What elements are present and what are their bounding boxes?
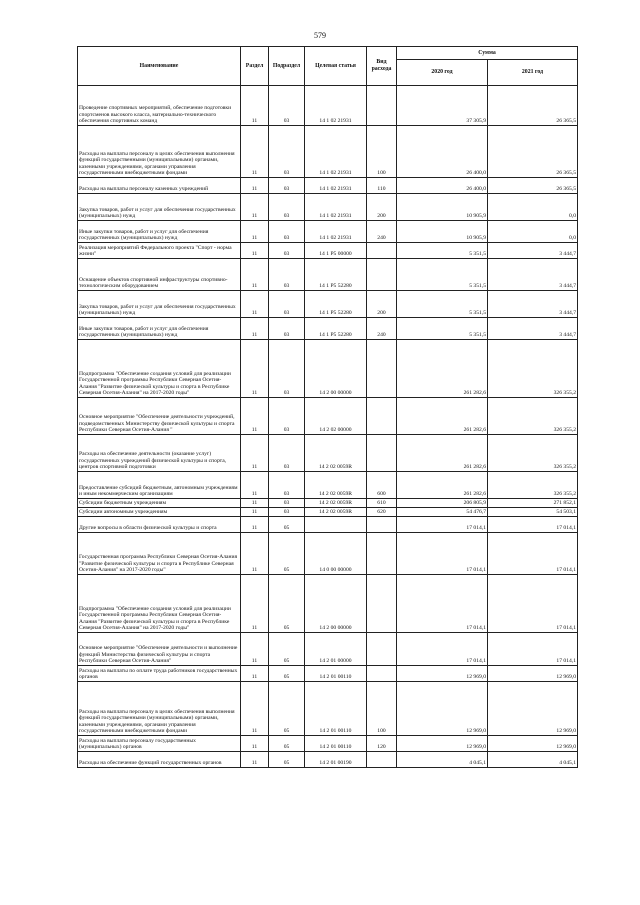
table-row [78,221,578,243]
table-row [78,752,578,768]
table-row [78,666,578,682]
row-subsection: 03 [269,178,305,194]
row-target: 14 2 02 0059R [305,499,367,508]
row-subsection: 03 [269,508,305,517]
row-expense-type: 620 [367,508,397,517]
row-section: 11 [241,86,269,126]
table-row [78,318,578,340]
row-subsection: 03 [269,472,305,499]
row-target: 14 2 01 00110 [305,736,367,752]
header-expense-type: Вид расхода [367,47,397,86]
row-section: 11 [241,533,269,575]
row-name: Расходы на обеспечение деятельности (оказание услуг) государственных учреждений физической культуры и спорта, центров спортивной подготовки [78,435,241,472]
row-expense-type: 600 [367,472,397,499]
row-subsection: 05 [269,666,305,682]
table-row [78,126,578,178]
row-target: 14 1 02 21931 [305,178,367,194]
row-sum-2020: 12 969,0 [397,666,488,682]
row-sum-2020: 37 305,9 [397,86,488,126]
header-sum: Сумма [397,47,578,60]
row-section: 11 [241,178,269,194]
row-sum-2021: 54 503,1 [488,508,578,517]
row-sum-2020: 10 905,9 [397,221,488,243]
row-target: 14 1 P5 52280 [305,259,367,291]
row-sum-2021: 12 969,0 [488,666,578,682]
row-subsection: 03 [269,243,305,259]
row-sum-2021: 12 969,0 [488,736,578,752]
row-sum-2020: 54 476,7 [397,508,488,517]
row-expense-type: 120 [367,736,397,752]
row-sum-2020: 261 282,6 [397,435,488,472]
row-sum-2021: 12 969,0 [488,682,578,736]
row-sum-2020: 26 400,0 [397,178,488,194]
row-sum-2020: 5 351,5 [397,318,488,340]
table-row [78,533,578,575]
row-name: Закупка товаров, работ и услуг для обеспечения государственных (муниципальных) нужд [78,194,241,221]
table-row [78,86,578,126]
table-row [78,340,578,398]
row-subsection: 05 [269,575,305,633]
row-sum-2020: 17 014,1 [397,533,488,575]
row-subsection: 03 [269,86,305,126]
header-year-2020: 2020 год [397,60,488,86]
row-expense-type [367,435,397,472]
row-target: 14 1 P5 52280 [305,318,367,340]
row-name: Государственная программа Республики Северная Осетия-Алания "Развитие физической культуры и спорта в Республике Северная Осетия-Алания" на 2017-2020 годы" [78,533,241,575]
header-target: Целевая статья [305,47,367,86]
row-sum-2020: 261 282,6 [397,340,488,398]
header-subsection: Подраздел [269,47,305,86]
table-header [78,47,578,86]
row-sum-2021: 326 355,2 [488,472,578,499]
row-expense-type [367,517,397,533]
row-target [305,517,367,533]
row-subsection: 03 [269,126,305,178]
row-name: Реализация мероприятий Федерального проекта "Спорт - норма жизни" [78,243,241,259]
row-subsection: 05 [269,682,305,736]
row-sum-2021: 3 444,7 [488,291,578,318]
row-sum-2020: 5 351,5 [397,259,488,291]
row-name: Расходы на выплаты персоналу в целях обеспечения выполнения функций государственными (муниципальными) органами, казенными учреждениями, органами управления государственными внебюджетными фондами [78,126,241,178]
table-row [78,633,578,666]
row-name: Основное мероприятие "Обеспечение деятельности учреждений, подведомственных Министерству физической культуры и спорта Республики Северная Осетия-Алания " [78,398,241,435]
table-row [78,291,578,318]
table-row [78,575,578,633]
row-name: Иные закупки товаров, работ и услуг для обеспечения государственных (муниципальных) нужд [78,221,241,243]
row-expense-type [367,666,397,682]
row-target: 14 1 02 21931 [305,126,367,178]
row-sum-2020: 5 351,5 [397,291,488,318]
table-row [78,259,578,291]
row-target: 14 2 00 00000 [305,575,367,633]
row-name: Субсидии автономным учреждениям [78,508,241,517]
row-expense-type: 200 [367,291,397,318]
row-expense-type [367,340,397,398]
row-sum-2021: 4 045,1 [488,752,578,768]
row-sum-2021: 0,0 [488,194,578,221]
row-subsection: 03 [269,318,305,340]
row-sum-2020: 4 045,1 [397,752,488,768]
row-subsection: 05 [269,633,305,666]
row-subsection: 03 [269,435,305,472]
row-expense-type: 100 [367,126,397,178]
row-expense-type [367,259,397,291]
row-name: Подпрограмма "Обеспечение создания условий для реализации Государственной программы Республики Северная Осетия-Алания "Развитие физической культуры и спорта в Республике Северная Осетия-Алания" на 2017-2020 годы" [78,575,241,633]
row-sum-2020: 17 014,1 [397,517,488,533]
row-section: 11 [241,221,269,243]
row-target: 14 1 02 21931 [305,86,367,126]
header-section: Раздел [241,47,269,86]
row-section: 11 [241,318,269,340]
row-target: 14 2 01 00110 [305,682,367,736]
row-sum-2020: 261 282,6 [397,472,488,499]
row-name: Расходы на выплаты персоналу казенных учреждений [78,178,241,194]
row-expense-type [367,398,397,435]
row-target: 14 1 P5 52280 [305,291,367,318]
row-target: 14 2 02 0059R [305,508,367,517]
row-expense-type [367,243,397,259]
row-name: Основное мероприятие "Обеспечение деятельности и выполнение функций Министерства физической культуры и спорта Республики Северная Осетия-Алания" [78,633,241,666]
row-sum-2020: 12 969,0 [397,682,488,736]
row-expense-type: 200 [367,194,397,221]
table-row [78,472,578,499]
row-target: 14 1 02 21931 [305,221,367,243]
row-section: 11 [241,435,269,472]
row-expense-type: 240 [367,318,397,340]
row-name: Закупка товаров, работ и услуг для обеспечения государственных (муниципальных) нужд [78,291,241,318]
row-section: 11 [241,499,269,508]
row-name: Расходы на выплаты по оплате труда работников государственных органов [78,666,241,682]
row-subsection: 03 [269,291,305,318]
table-row [78,243,578,259]
table-row [78,398,578,435]
row-sum-2021: 17 014,1 [488,517,578,533]
row-expense-type [367,752,397,768]
row-name: Расходы на выплаты персоналу в целях обеспечения выполнения функций государственными (муниципальными) органами, казенными учреждениями, органами управления государственными внебюджетными фондами [78,682,241,736]
row-subsection: 03 [269,398,305,435]
row-name: Расходы на обеспечение функций государственных органов [78,752,241,768]
row-name: Субсидии бюджетным учреждениям [78,499,241,508]
row-sum-2021: 271 852,1 [488,499,578,508]
row-section: 11 [241,508,269,517]
row-expense-type [367,575,397,633]
table-row [78,736,578,752]
header-name: Наименование [78,47,241,86]
table-row [78,517,578,533]
row-section: 11 [241,398,269,435]
row-name: Расходы на выплаты персоналу государственных (муниципальных) органов [78,736,241,752]
row-sum-2020: 261 282,6 [397,398,488,435]
row-sum-2020: 17 014,1 [397,575,488,633]
table-row [78,682,578,736]
row-sum-2021: 3 444,7 [488,259,578,291]
row-section: 11 [241,126,269,178]
row-sum-2021: 26 365,5 [488,86,578,126]
row-target: 14 2 01 00000 [305,633,367,666]
table-row [78,499,578,508]
row-section: 11 [241,472,269,499]
row-target: 14 2 02 0059R [305,435,367,472]
row-subsection: 03 [269,194,305,221]
row-target: 14 2 01 00190 [305,752,367,768]
row-sum-2020: 5 351,5 [397,243,488,259]
row-sum-2021: 3 444,7 [488,318,578,340]
row-section: 11 [241,682,269,736]
row-subsection: 05 [269,736,305,752]
row-expense-type [367,533,397,575]
table-row [78,194,578,221]
row-sum-2020: 17 014,1 [397,633,488,666]
row-expense-type: 110 [367,178,397,194]
row-sum-2021: 17 014,1 [488,633,578,666]
row-sum-2021: 326 355,2 [488,398,578,435]
row-target: 14 2 02 0059R [305,472,367,499]
row-target: 14 1 P5 00000 [305,243,367,259]
row-name: Подпрограмма "Обеспечение создания условий для реализации Государственной программы Республики Северная Осетия-Алания "Развитие физической культуры и спорта в Республике Северная Осетия-Алания" на 2017-2020 годы" [78,340,241,398]
row-section: 11 [241,291,269,318]
row-sum-2020: 10 905,9 [397,194,488,221]
row-sum-2021: 26 365,5 [488,178,578,194]
row-sum-2021: 17 014,1 [488,533,578,575]
row-expense-type: 100 [367,682,397,736]
row-expense-type: 610 [367,499,397,508]
row-subsection: 05 [269,533,305,575]
row-target: 14 2 01 00110 [305,666,367,682]
row-name: Предоставление субсидий бюджетным, автономным учреждениям и иным некоммерческим организациям [78,472,241,499]
row-sum-2020: 12 969,0 [397,736,488,752]
row-target: 14 1 02 21931 [305,194,367,221]
row-sum-2021: 17 014,1 [488,575,578,633]
table-row [78,178,578,194]
row-subsection: 05 [269,517,305,533]
row-sum-2021: 26 365,5 [488,126,578,178]
page-number: 579 [314,31,326,40]
row-expense-type [367,633,397,666]
table-row [78,508,578,517]
row-sum-2021: 326 355,2 [488,435,578,472]
table-row [78,435,578,472]
row-section: 11 [241,666,269,682]
table-body [78,86,578,768]
row-name: Проведение спортивных мероприятий, обеспечение подготовки спортсменов высокого класса, материально-технического обеспечения спортивных команд [78,86,241,126]
row-section: 11 [241,517,269,533]
row-subsection: 03 [269,259,305,291]
row-section: 11 [241,575,269,633]
row-sum-2021: 0,0 [488,221,578,243]
row-expense-type [367,86,397,126]
row-section: 11 [241,194,269,221]
row-subsection: 03 [269,221,305,243]
budget-table [77,46,578,768]
row-section: 11 [241,752,269,768]
header-year-2021: 2021 год [488,60,578,86]
row-subsection: 05 [269,752,305,768]
row-sum-2021: 326 355,2 [488,340,578,398]
row-subsection: 03 [269,499,305,508]
row-section: 11 [241,633,269,666]
row-subsection: 03 [269,340,305,398]
row-sum-2021: 3 444,7 [488,243,578,259]
row-section: 11 [241,259,269,291]
row-target: 14 0 00 00000 [305,533,367,575]
row-sum-2020: 26 400,0 [397,126,488,178]
row-sum-2020: 206 805,9 [397,499,488,508]
row-target: 14 2 02 00000 [305,398,367,435]
row-name: Оснащение объектов спортивной инфраструктуры спортивно-технологическим оборудованием [78,259,241,291]
row-expense-type: 240 [367,221,397,243]
row-target: 14 2 00 00000 [305,340,367,398]
row-section: 11 [241,243,269,259]
row-section: 11 [241,736,269,752]
row-name: Другие вопросы в области физической культуры и спорта [78,517,241,533]
row-name: Иные закупки товаров, работ и услуг для обеспечения государственных (муниципальных) нужд [78,318,241,340]
row-section: 11 [241,340,269,398]
